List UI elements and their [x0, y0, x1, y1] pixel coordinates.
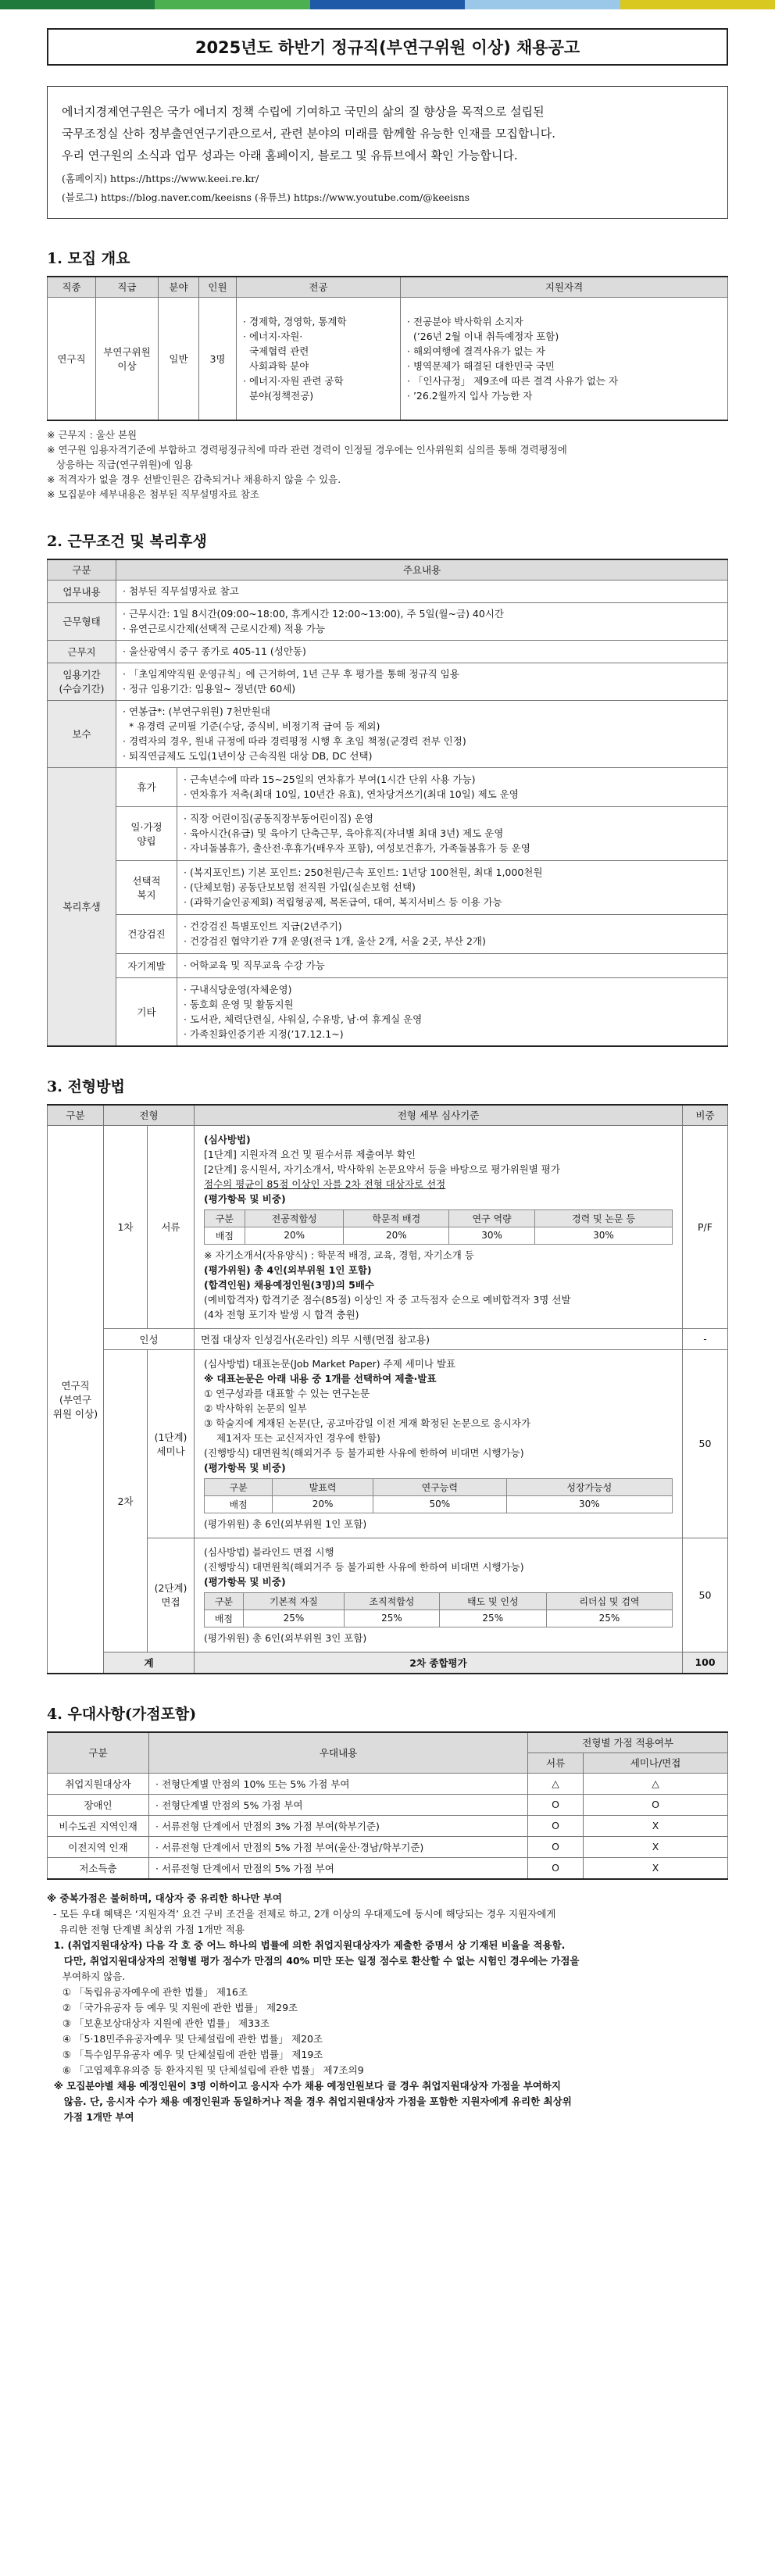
- preference-content: · 전형단계별 만점의 5% 가점 부여: [149, 1794, 528, 1815]
- seminar-line: ① 연구성과를 대표할 수 있는 연구논문: [204, 1387, 370, 1399]
- score-header: 전공적합성: [245, 1209, 344, 1227]
- score-header: 리더십 및 검역: [546, 1592, 672, 1610]
- doc-method-line: [2단계] 응시원서, 자기소개서, 박사학위 논문요약서 등을 바탕으로 평가위원별 평가: [204, 1163, 560, 1175]
- col-header: 전형 세부 심사기준: [195, 1105, 683, 1125]
- col-header: 지원자격: [401, 277, 728, 297]
- score-header: 기본적 자질: [243, 1592, 344, 1610]
- footnote-line: ④ 「5·18민주유공자예우 및 단체설립에 관한 법률」 제20조: [47, 2032, 323, 2045]
- interview-applicable: O: [584, 1794, 728, 1815]
- interview-line: (진행방식) 대면원칙(해외거주 등 불가피한 사유에 한하여 비대면 시행가능): [204, 1560, 524, 1573]
- col-header: 우대내용: [149, 1732, 528, 1773]
- condition-line: · 경력자의 경우, 원내 규정에 따라 경력평정 시행 후 초임 책정(군경력 전부 인정): [123, 735, 466, 747]
- job-field: 일반: [159, 297, 199, 420]
- interview-applicable: X: [584, 1815, 728, 1836]
- welfare-line: · 구내식당운영(자체운영): [184, 983, 292, 995]
- welfare-row: [48, 767, 728, 806]
- blog-youtube-links[interactable]: (블로그) https://blog.naver.com/keeisns (유튜브) https://www.youtube.com/@keeisns: [62, 191, 470, 203]
- score-row-label: 배점: [205, 1610, 244, 1627]
- footnote-line: ① 「독립유공자예우에 관한 법률」 제16조: [47, 1985, 248, 1998]
- footnote-line: ※ 모집분야별 채용 예정인원이 3명 이하이고 응시자 수가 채용 예정인원보다 클 경우 취업지원대상자 가점을 부여하지: [47, 2079, 562, 2092]
- welfare-content: [177, 767, 728, 806]
- welfare-line: · 건강검진 특별포인트 지급(2년주기): [184, 920, 342, 932]
- interview-applicable: △: [584, 1773, 728, 1794]
- recruitment-table: [47, 276, 728, 421]
- welfare-label: 건강검진: [116, 914, 177, 953]
- doc-method-line: [1단계] 지원자격 요건 및 필수서류 제출여부 확인: [204, 1148, 416, 1160]
- seminar-line: ※ 대표논문은 아래 내용 중 1개를 선택하여 제출·발표: [204, 1372, 437, 1384]
- seminar-line: (심사방법) 대표논문(Job Market Paper) 주제 세미나 발표: [204, 1357, 456, 1370]
- welfare-row: [48, 806, 728, 860]
- qualification-item: · 병역문제가 해결된 대한민국 국민: [407, 359, 555, 372]
- intro-line: 국무조정실 산하 정부출연연구기관으로서, 관련 분야의 미래를 함께할 유능한 인재를 모집합니다.: [62, 127, 556, 141]
- preference-content: · 서류전형 단계에서 만점의 5% 가점 부여: [149, 1857, 528, 1879]
- score-row-label: 배점: [205, 1495, 273, 1513]
- doc-note: (평가위원) 총 4인(외부위원 1인 포함): [204, 1263, 372, 1276]
- preference-row: [48, 1836, 728, 1857]
- seminar-note: (평가위원) 총 6인(외부위원 1인 포함): [204, 1517, 367, 1530]
- major-item: · 에너지·자원·: [243, 330, 303, 342]
- preference-label: 장애인: [48, 1794, 149, 1815]
- brand-color-segment: [465, 0, 620, 9]
- score-value: 20%: [344, 1227, 449, 1244]
- score-value: 25%: [243, 1610, 344, 1627]
- seminar-line: ② 박사학위 논문의 일부: [204, 1402, 307, 1414]
- preference-label: 비수도권 지역인재: [48, 1815, 149, 1836]
- doc-note: (합격인원) 채용예정인원(3명)의 5배수: [204, 1278, 375, 1291]
- welfare-line: · 어학교육 및 직무교육 수강 가능: [184, 959, 325, 971]
- job-rank: 부연구위원 이상: [96, 297, 159, 420]
- preference-content: · 서류전형 단계에서 만점의 3% 가점 부여(학부기준): [149, 1815, 528, 1836]
- seminar-weight: 50: [683, 1349, 728, 1538]
- footnote-line: 다만, 취업지원대상자의 전형별 평가 점수가 만점의 40% 미만 또는 일정 점수로 환산할 수 없는 시험인 경우에는 가점을: [47, 1954, 580, 1967]
- intro-line: 에너지경제연구원은 국가 에너지 정책 수립에 기여하고 국민의 삶의 질 향상을 목적으로 설립된: [62, 105, 545, 119]
- stage-label: 1차: [104, 1125, 148, 1328]
- doc-screening-label: 서류: [148, 1125, 195, 1328]
- interview-note: (평가위원) 총 6인(외부위원 3인 포함): [204, 1631, 367, 1644]
- interview-score-table: [204, 1592, 673, 1627]
- condition-label: 근무형태: [48, 602, 116, 640]
- doc-eval-head: (평가항목 및 비중): [204, 1192, 286, 1205]
- welfare-line: · (복지포인트) 기본 포인트: 250천원/근속 포인트: 1년당 100천원, 최대 1,000천원: [184, 866, 543, 878]
- footnote-line: ※ 중복가점은 불허하며, 대상자 중 유리한 하나만 부여: [47, 1892, 282, 1904]
- welfare-line: · 근속년수에 따라 15~25일의 연차휴가 부여(1시간 단위 사용 가능): [184, 774, 476, 785]
- footnote-line: 않음. 단, 응시자 수가 채용 예정인원과 동일하거나 적을 경우 취업지원대상자 가점을 포함한 지원자에게 유리한 최상위: [47, 2095, 572, 2107]
- score-header: 구분: [205, 1209, 245, 1227]
- footnote-line: 1. (취업지원대상자) 다음 각 호 중 어느 하나의 법률에 의한 취업지원대상자가 제출한 증명서 상 기재된 비율을 적용함.: [47, 1938, 566, 1951]
- col-header: 구분: [48, 1105, 104, 1125]
- welfare-line: · 가족친화인증기관 지정(’17.12.1~): [184, 1027, 344, 1040]
- condition-label: 보수: [48, 700, 116, 767]
- section-title-preferences: 4. 우대사항(가점포함): [47, 1706, 197, 1723]
- score-header: 경력 및 논문 등: [534, 1209, 672, 1227]
- welfare-line: · 연차휴가 저축(최대 10일, 10년간 유효), 연차당겨쓰기(최대 10일) 제도 운영: [184, 788, 519, 800]
- welfare-content: [177, 953, 728, 977]
- note-line: ※ 모집분야 세부내용은 첨부된 직무설명자료 참조: [47, 488, 259, 500]
- welfare-content: [177, 977, 728, 1046]
- condition-line: · 「초임계약직원 운영규칙」에 근거하여, 1년 근무 후 평가를 통해 정규직 임용: [123, 668, 459, 680]
- section-title-recruitment: 1. 모집 개요: [47, 250, 130, 267]
- brand-color-segment: [0, 0, 155, 9]
- total-label: 계: [104, 1652, 195, 1674]
- welfare-label: 휴가: [116, 767, 177, 806]
- homepage-link[interactable]: (홈페이지) https://https://www.keei.re.kr/: [62, 173, 259, 184]
- preferences-table: [47, 1731, 728, 1880]
- footnote-line: - 모든 우대 혜택은 ‘지원자격’ 요건 구비 조건을 전제로 하고, 2개 이상의 우대제도에 동시에 해당되는 경우 지원자에게: [47, 1907, 556, 1920]
- preference-row: [48, 1794, 728, 1815]
- condition-content: [116, 700, 728, 767]
- welfare-line: · 자녀돌봄휴가, 출산전·후휴가(배우자 포함), 여성보건휴가, 가족돌봄휴가 등 운영: [184, 842, 530, 854]
- col-header: 전형별 가점 적용여부: [528, 1732, 728, 1752]
- welfare-line: · (단체보험) 공동단보보험 전직원 가입(실손보험 선택): [184, 881, 416, 893]
- condition-row: [48, 602, 728, 640]
- col-header: 비중: [683, 1105, 728, 1125]
- major-item: 사회과학 분야: [243, 359, 309, 372]
- col-subheader: 서류: [528, 1752, 584, 1773]
- preferences-footnotes: [47, 1891, 728, 2125]
- col-header: 직종: [48, 277, 96, 297]
- interview-applicable: X: [584, 1836, 728, 1857]
- score-value: 30%: [506, 1495, 672, 1513]
- welfare-label: 자기계발: [116, 953, 177, 977]
- condition-label: 임용기간 (수습기간): [48, 663, 116, 700]
- score-header: 조직적합성: [345, 1592, 439, 1610]
- recruitment-notes: [47, 427, 728, 502]
- score-value: 25%: [439, 1610, 546, 1627]
- condition-line: · 연봉급*: (부연구위원) 7천만원대: [123, 706, 270, 717]
- job-count: 3명: [199, 297, 237, 420]
- condition-line: · 유연근로시간제(선택적 근로시간제) 적용 가능: [123, 623, 326, 634]
- doc-applicable: O: [528, 1836, 584, 1857]
- condition-content: [116, 580, 728, 602]
- score-header: 태도 및 인성: [439, 1592, 546, 1610]
- interview-detail: [195, 1538, 683, 1652]
- score-value: 30%: [449, 1227, 535, 1244]
- score-header: 학문적 배경: [344, 1209, 449, 1227]
- major-item: 분야(정책전공): [243, 389, 314, 402]
- note-line: ※ 연구원 임용자격기준에 부합하고 경력평정규칙에 따라 관련 경력이 인정될 경우에는 인사위원회 심의를 통해 경력평정에: [47, 444, 567, 456]
- condition-row: [48, 663, 728, 700]
- brand-color-segment: [310, 0, 465, 9]
- qualifications-list: [401, 297, 728, 420]
- welfare-line: · 도서관, 체력단련실, 샤워실, 수유방, 남·여 휴게실 운영: [184, 1013, 423, 1025]
- col-header: 전공: [237, 277, 401, 297]
- intro-line: 우리 연구원의 소식과 업무 성과는 아래 홈페이지, 블로그 및 유튜브에서 확인 가능합니다.: [62, 148, 518, 163]
- qualification-item: · 전공분야 박사학위 소지자: [407, 315, 523, 327]
- brand-color-segment: [620, 0, 775, 9]
- doc-note: (예비합격자) 합격기준 점수(85점) 이상인 자 중 고득점자 순으로 예비합격자 3명 선발: [204, 1293, 571, 1306]
- welfare-row: [48, 860, 728, 914]
- col-header: 주요내용: [116, 559, 728, 580]
- interview-line: (평가항목 및 비중): [204, 1575, 286, 1588]
- col-header: 전형: [104, 1105, 195, 1125]
- brand-color-segment: [155, 0, 309, 9]
- welfare-content: [177, 914, 728, 953]
- welfare-row: [48, 977, 728, 1046]
- qualification-item: · ’26.2월까지 입사 가능한 자: [407, 389, 533, 402]
- score-value: 25%: [546, 1610, 672, 1627]
- section-title-conditions: 2. 근무조건 및 복리후생: [47, 533, 207, 550]
- conditions-table: [47, 559, 728, 1047]
- welfare-label: 기타: [116, 977, 177, 1046]
- doc-method-head: (심사방법): [204, 1133, 251, 1145]
- col-header: 인원: [199, 277, 237, 297]
- preference-row: [48, 1857, 728, 1879]
- section-title-selection: 3. 전형방법: [47, 1078, 125, 1095]
- qualification-item: · 「인사규정」 제9조에 따른 결격 사유가 없는 자: [407, 374, 619, 387]
- total-text: 2차 종합평가: [195, 1652, 683, 1674]
- score-value: 20%: [245, 1227, 344, 1244]
- total-weight: 100: [683, 1652, 728, 1674]
- welfare-line: · 동호회 운영 및 활동지원: [184, 998, 294, 1010]
- condition-row: [48, 700, 728, 767]
- doc-applicable: O: [528, 1857, 584, 1879]
- intro-box: [47, 86, 728, 219]
- interview-line: (심사방법) 블라인드 면접 시행: [204, 1545, 334, 1558]
- score-header: 성장가능성: [506, 1478, 672, 1495]
- condition-content: [116, 640, 728, 663]
- preference-row: [48, 1815, 728, 1836]
- condition-row: [48, 640, 728, 663]
- major-item: 국제협력 관련: [243, 345, 309, 357]
- condition-content: [116, 602, 728, 640]
- preference-content: · 전형단계별 만점의 10% 또는 5% 가점 부여: [149, 1773, 528, 1794]
- score-value: 30%: [534, 1227, 672, 1244]
- preference-content: · 서류전형 단계에서 만점의 5% 가점 부여(울산·경남/학부기준): [149, 1836, 528, 1857]
- condition-line: · 울산광역시 중구 종가로 405-11 (성안동): [123, 645, 306, 657]
- welfare-row: [48, 953, 728, 977]
- doc-applicable: △: [528, 1773, 584, 1794]
- score-value: 20%: [273, 1495, 373, 1513]
- col-header: 분야: [159, 277, 199, 297]
- seminar-line: (평가항목 및 비중): [204, 1461, 286, 1474]
- doc-applicable: O: [528, 1815, 584, 1836]
- personality-label: 인성: [104, 1328, 195, 1349]
- footnote-line: ⑥ 「고엽제후유의증 등 환자지원 및 단체설립에 관한 법률」 제7조의9: [47, 2063, 364, 2076]
- footnote-line: 부여하지 않음.: [47, 1970, 126, 1982]
- condition-line: · 정규 임용기간: 임용일~ 정년(만 60세): [123, 683, 296, 695]
- note-line: 상응하는 직급(연구위원)에 임용: [47, 459, 193, 470]
- col-header: 구분: [48, 559, 116, 580]
- doc-note: ※ 자기소개서(자유양식) : 학문적 배경, 교육, 경험, 자기소개 등: [204, 1249, 474, 1261]
- interview-label: (2단계) 면접: [148, 1538, 195, 1652]
- welfare-label: 선택적 복지: [116, 860, 177, 914]
- qualification-item: · 해외여행에 결격사유가 없는 자: [407, 345, 545, 357]
- welfare-line: · 건강검진 협약기관 7개 운영(전국 1개, 울산 2개, 서울 2곳, 부산 2개): [184, 935, 486, 947]
- welfare-line: · (과학기술인공제회) 적립형공제, 목돈급여, 대여, 복지서비스 등 이용 가능: [184, 896, 502, 908]
- col-header: 직급: [96, 277, 159, 297]
- seminar-detail: [195, 1349, 683, 1538]
- footnote-line: ⑤ 「특수임무유공자 예우 및 단체설립에 관한 법률」 제19조: [47, 2048, 323, 2060]
- welfare-line: · 육아시간(유급) 및 육아기 단축근무, 육아휴직(자녀별 최대 3년) 제도 운영: [184, 827, 504, 839]
- score-header: 구분: [205, 1478, 273, 1495]
- doc-score-table: [204, 1209, 673, 1245]
- score-header: 연구능력: [373, 1478, 506, 1495]
- doc-note: (4차 전형 포기자 발생 시 합격 충원): [204, 1308, 359, 1320]
- doc-screening-detail: [195, 1125, 683, 1328]
- seminar-line: 제1저자 또는 교신저자인 경우에 한함): [216, 1431, 380, 1444]
- score-row-label: 배점: [205, 1227, 245, 1244]
- personality-weight: -: [683, 1328, 728, 1349]
- seminar-label: (1단계) 세미나: [148, 1349, 195, 1538]
- selection-table: [47, 1104, 728, 1674]
- footnote-line: 가점 1개만 부여: [47, 2110, 134, 2123]
- preference-row: [48, 1773, 728, 1794]
- welfare-row: [48, 914, 728, 953]
- footnote-line: ③ 「보훈보상대상자 지원에 관한 법률」 제33조: [47, 2017, 270, 2029]
- welfare-content: [177, 860, 728, 914]
- condition-label: 근무지: [48, 640, 116, 663]
- doc-applicable: O: [528, 1794, 584, 1815]
- score-header: 발표력: [273, 1478, 373, 1495]
- footnote-line: ② 「국가유공자 등 예우 및 지원에 관한 법률」 제29조: [47, 2001, 298, 2013]
- condition-row: [48, 580, 728, 602]
- interview-weight: 50: [683, 1538, 728, 1652]
- note-line: ※ 적격자가 없을 경우 선발인원은 감축되거나 채용하지 않을 수 있음.: [47, 473, 341, 485]
- qualification-item: (’26년 2월 이내 취득예정자 포함): [407, 330, 559, 342]
- page-title: 2025년도 하반기 정규직(부연구위원 이상) 채용공고: [47, 28, 728, 66]
- welfare-content: [177, 806, 728, 860]
- seminar-line: ③ 학술지에 게재된 논문(단, 공고마감일 이전 게재 확정된 논문으로 응시자가: [204, 1417, 531, 1429]
- condition-line: · 퇴직연금제도 도입(1년이상 근속직원 대상 DB, DC 선택): [123, 750, 373, 762]
- preference-label: 이전지역 인재: [48, 1836, 149, 1857]
- score-header: 구분: [205, 1592, 244, 1610]
- condition-line: · 첨부된 직무설명자료 참고: [123, 585, 239, 597]
- condition-line: * 유경력 군미필 기준(수당, 중식비, 비정기적 급여 등 제외): [123, 720, 380, 732]
- col-subheader: 세미나/면접: [584, 1752, 728, 1773]
- score-value: 50%: [373, 1495, 506, 1513]
- condition-line: · 근무시간: 1일 8시간(09:00~18:00, 휴게시간 12:00~13:00), 주 5일(월~금) 40시간: [123, 608, 504, 620]
- preference-label: 저소득층: [48, 1857, 149, 1879]
- preference-label: 취업지원대상자: [48, 1773, 149, 1794]
- condition-label: 업무내용: [48, 580, 116, 602]
- score-value: 25%: [345, 1610, 439, 1627]
- condition-content: [116, 663, 728, 700]
- welfare-group-label: 복리후생: [48, 767, 116, 1046]
- majors-list: [237, 297, 401, 420]
- footnote-line: 유리한 전형 단계별 최상위 가점 1개만 적용: [47, 1923, 245, 1935]
- seminar-line: (진행방식) 대면원칙(해외거주 등 불가피한 사유에 한하여 비대면 시행가능): [204, 1446, 524, 1459]
- stage-label: 2차: [104, 1349, 148, 1652]
- note-line: ※ 근무지 : 울산 본원: [47, 429, 138, 441]
- seminar-score-table: [204, 1478, 673, 1513]
- doc-method-line: 점수의 평균이 85점 이상인 자를 2차 전형 대상자로 선정: [204, 1177, 446, 1190]
- brand-color-bar: [0, 0, 775, 9]
- interview-applicable: X: [584, 1857, 728, 1879]
- job-type: 연구직: [48, 297, 96, 420]
- major-item: · 에너지·자원 관련 공학: [243, 374, 344, 387]
- welfare-label: 일·가정 양립: [116, 806, 177, 860]
- welfare-line: · 직장 어린이집(공동직장부동어린이집) 운영: [184, 813, 373, 824]
- group-label: 연구직 (부연구 위원 이상): [48, 1125, 104, 1674]
- doc-weight: P/F: [683, 1125, 728, 1328]
- personality-detail: 면접 대상자 인성검사(온라인) 의무 시행(면접 참고용): [195, 1328, 683, 1349]
- score-header: 연구 역량: [449, 1209, 535, 1227]
- major-item: · 경제학, 경영학, 통계학: [243, 315, 347, 327]
- col-header: 구분: [48, 1732, 149, 1773]
